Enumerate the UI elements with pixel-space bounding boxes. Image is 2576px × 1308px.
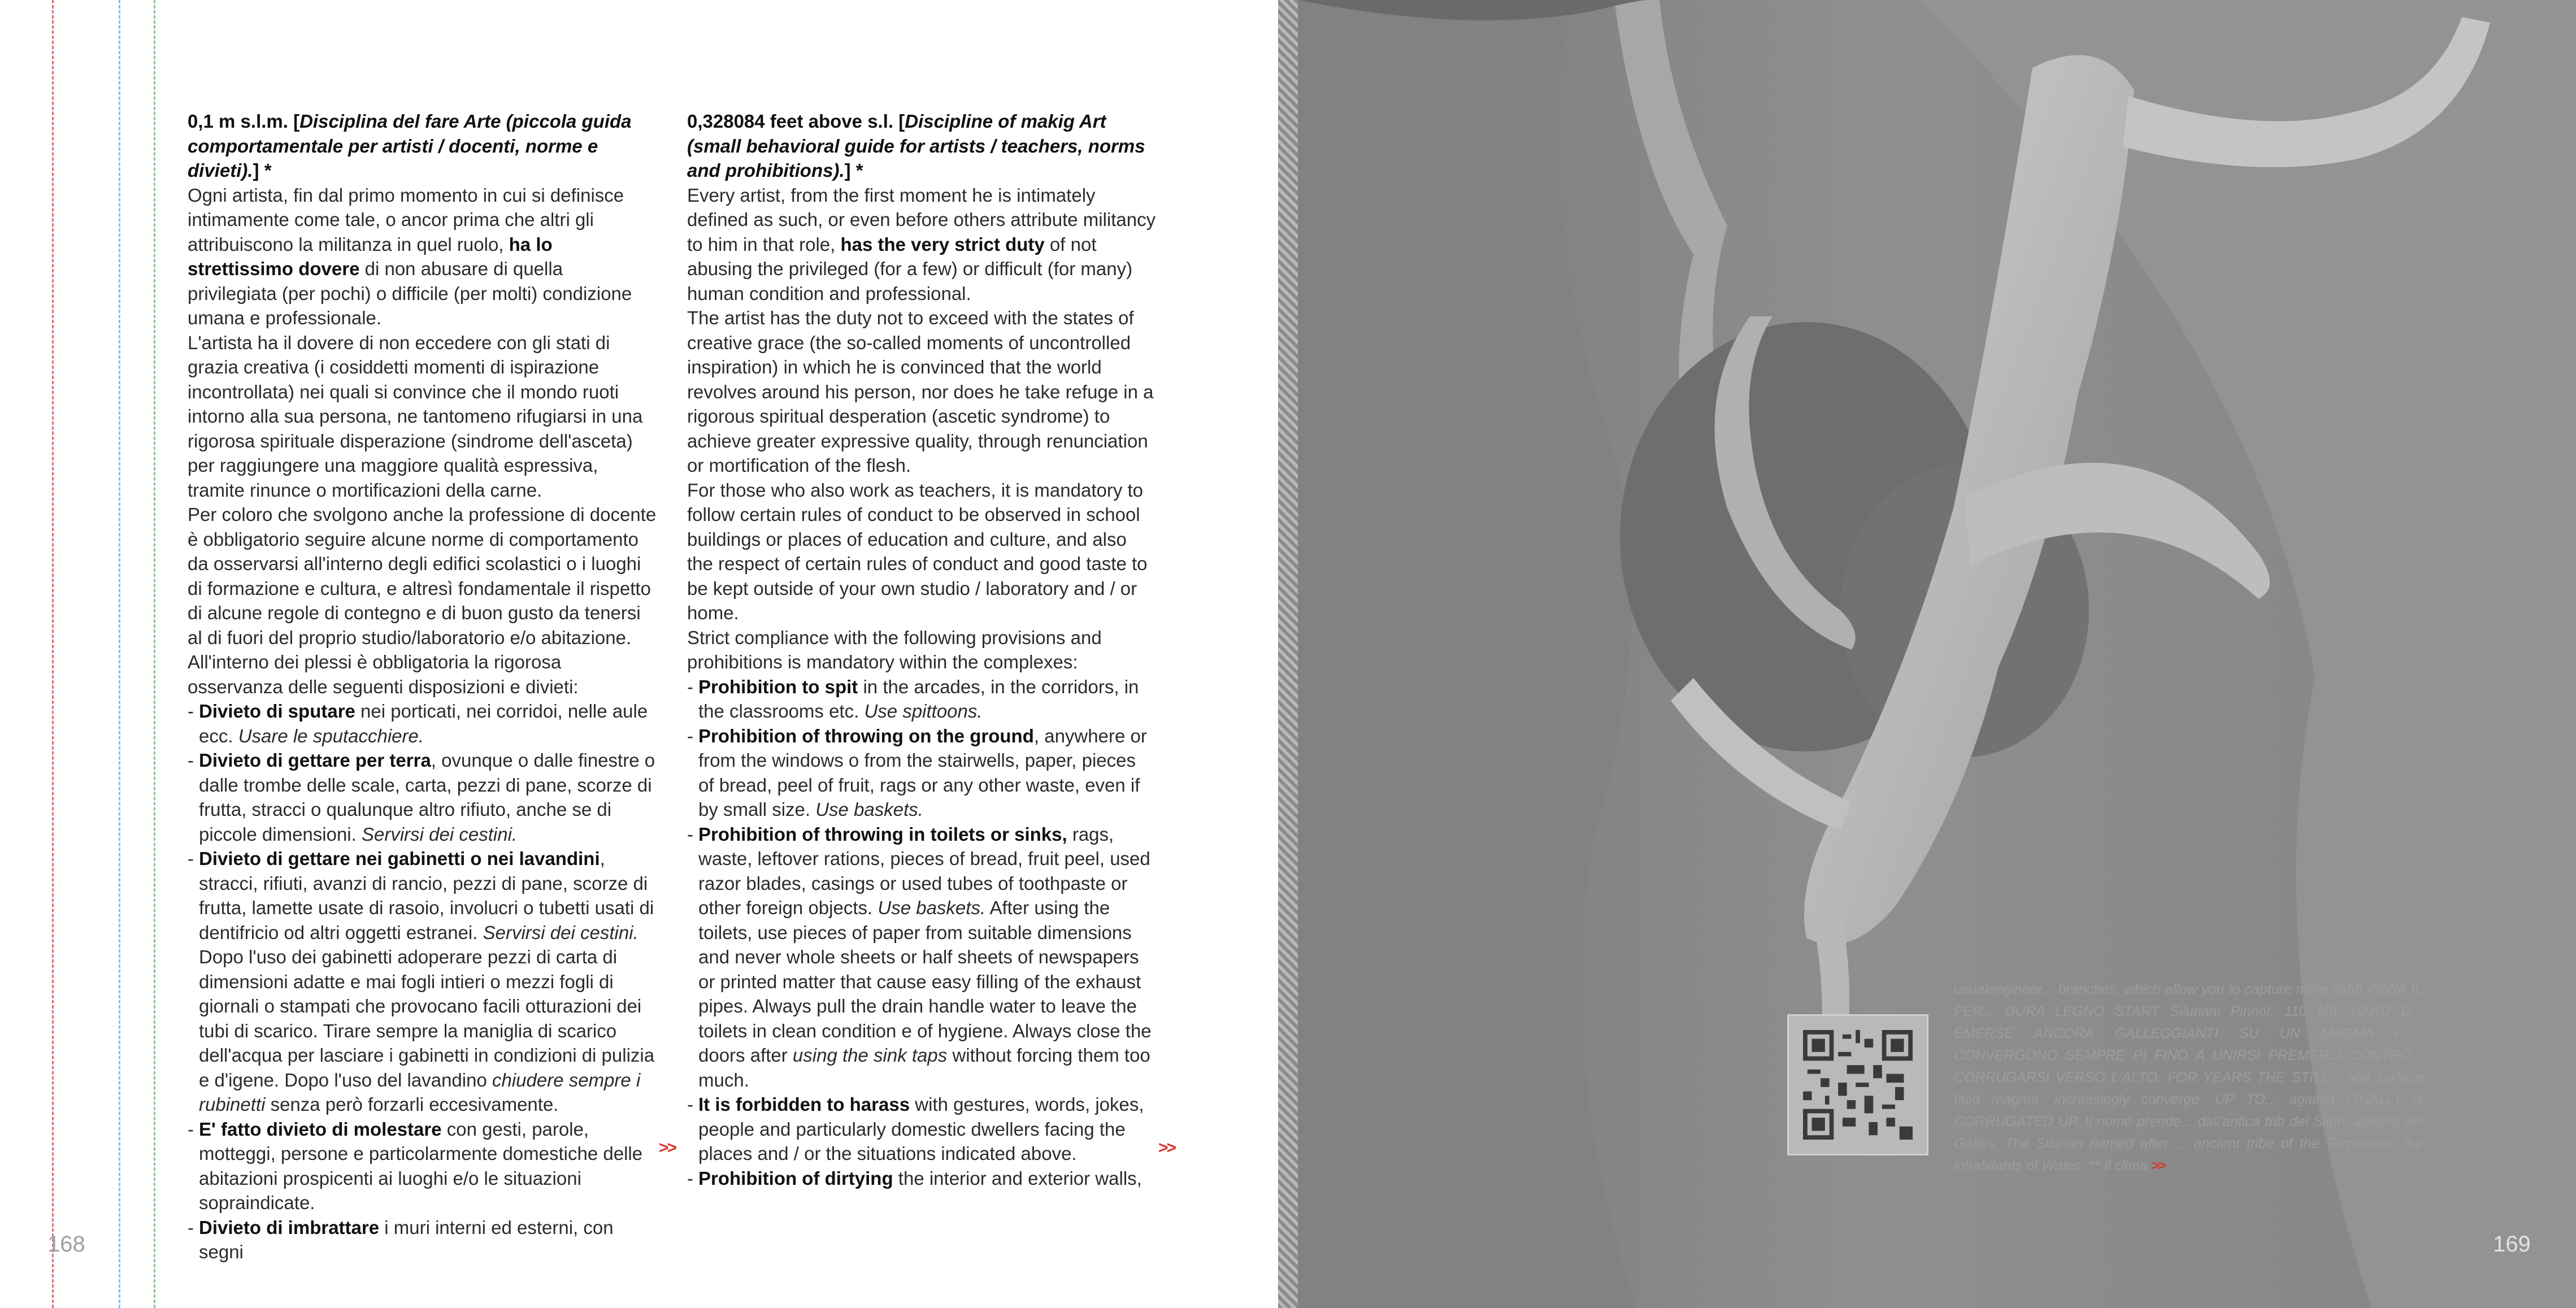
list-item: - Divieto di gettare nei gabinetti o nei lavandini, stracci, rifiuti, avanzi di rancio, pezzi di pane, scorze di frutta, lamette usate di rasoio, involucri o tubetti usati di dentifricio od altri oggetti estranei. Servirsi dei cestini. Dopo l'uso dei gabinetti adoperare pezzi di carta di dimensioni adatte e mai fogli intieri o mezzi fogli di giornali o stampati che provocano facili otturazioni dei tubi di scarico. Tirare sempre la maniglia di scarico dell'acqua per lasciare i gabinetti in condizioni di pulizia e d'igene. Dopo l'uso del lavandino chiudere sempre i rubinetti senza però forzarli eccesivamente. (188, 846, 657, 1117)
list-item: - Prohibition of dirtying the interior and exterior walls, (687, 1166, 1156, 1191)
qr-code[interactable] (1787, 1014, 1928, 1155)
list-item: - E' fatto divieto di molestare con gesti, parole, motteggi, persone e particolarmente domestiche delle abitazioni prospicenti ai luoghi e/o le situazioni sopraindicate. (188, 1117, 657, 1215)
italian-rules-list (188, 699, 657, 1264)
crop-guide-red (52, 0, 54, 1308)
english-heading: 0,328084 feet above s.l. [Discipline of makig Art (small behavioral guide for artists / teachers, norms and prohibitions).] * (687, 111, 1145, 181)
list-item: - Divieto di imbrattare i muri interni ed esterni, con segni (188, 1215, 657, 1264)
crop-guide-blue (119, 0, 120, 1308)
continue-marker: >> (659, 1138, 676, 1157)
italian-heading: 0,1 m s.l.m. [Disciplina del fare Arte (piccola guida comportamentale per artisti / docenti, norme e divieti).] * (188, 111, 632, 181)
left-page (0, 0, 1278, 1308)
list-item: - Divieto di sputare nei porticati, nei corridoi, nelle aule ecc. Usare le sputacchiere. (188, 699, 657, 748)
english-column (687, 109, 1156, 1190)
list-item: - Prohibition of throwing on the ground, anywhere or from the windows o from the stairwells, paper, pieces of bread, peel of fruit, rags or any other waste, even if by small size. Use baskets. (687, 724, 1156, 822)
italian-paragraph-2: L'artista ha il dovere di non eccedere con gli stati di grazia creativa (i cosiddetti momenti di ispirazione incontrollata) nei quali si convince che il mondo ruoti intorno alla sua persona, ne tantomeno rifugiarsi in una rigorosa spirituale disperazione (sindrome dell'asceta) per raggiungere una maggiore qualità espressiva, tramite rinunce o mortificazioni della carne. (188, 332, 643, 501)
page-gutter (1278, 0, 1298, 1308)
page-number-left: 168 (47, 1232, 85, 1257)
italian-paragraph-3: Per coloro che svolgono anche la professione di docente è obbligatorio seguire alcune norme di comportamento da osservarsi all'interno degli edifici scolastici o i luoghi di formazione e cultura, e altresì fondamentale il rispetto di alcune regole di contegno e di buon gusto da tenersi al di fuori del proprio studio/laboratorio e/o abitazione. (188, 504, 657, 648)
english-paragraph-3: For those who also work as teachers, it is mandatory to follow certain rules of conduct to be observed in school buildings or places of education and culture, and also the respect of certain rules of conduct and good taste to be kept outside of your own studio / laboratory and / or home. (687, 479, 1148, 623)
italian-column (188, 109, 657, 1264)
english-rules-list (687, 675, 1156, 1191)
page-number-right: 169 (2493, 1232, 2531, 1257)
list-item: - It is forbidden to harass with gestures, words, jokes, people and particularly domestic dwellers facing the places and / or the situations indicated above. (687, 1092, 1156, 1166)
caption-continue-marker: >> (2151, 1158, 2165, 1174)
english-paragraph-1: Every artist, from the first moment he is intimately defined as such, or even before others attribute militancy to him in that role, has the very strict duty of not abusing the privileged (for a few) or difficult (for many) human condition and professional. (687, 184, 1156, 304)
list-item: - Divieto di gettare per terra, ovunque o dalle finestre o dalle trombe delle scale, carta, pezzi di pane, scorze di frutta, stracci o qualunque altro rifiuto, anche se di piccole dimensioni. Servirsi dei cestini. (188, 748, 657, 846)
list-item: - Prohibition of throwing in toilets or sinks, rags, waste, leftover rations, pieces of bread, fruit peel, used razor blades, casings or used tubes of toothpaste or other foreign objects. Use baskets. After using the toilets, use pieces of paper from suitable dimensions and never whole sheets or half sheets of newspapers or printed matter that cause easy filling of the exhaust pipes. Always pull the drain handle water to leave the toilets in clean condition e of hygiene. Always close the doors after using the sink taps without forcing them too much. (687, 822, 1156, 1093)
italian-paragraph-4: All'interno dei plessi è obbligatoria la rigorosa osservanza delle seguenti disposizioni e divieti: (188, 651, 579, 697)
crop-guide-green (154, 0, 155, 1308)
english-paragraph-2: The artist has the duty not to exceed with the states of creative grace (the so-called moments of uncontrolled inspiration) in which he is convinced that the world revolves around his person, nor does he take refuge in a rigorous spiritual desperation (ascetic syndrome) to achieve greater expressive quality, through renunciation or mortification of the flesh. (687, 307, 1154, 476)
continue-marker: >> (1158, 1138, 1175, 1157)
italian-paragraph-1: Ogni artista, fin dal primo momento in cui si definisce intimamente come tale, o ancor prima che altri gli attribuiscono la militanza in quel ruolo, ha lo strettissimo dovere di non abusare di quella privilegiata (per pochi) o difficile (per molti) condizione umana e professionale. (188, 184, 632, 328)
qr-code-icon (1803, 1030, 1913, 1140)
photo-caption: usualengineer... branches, which allow you to capture more light) INIZIA IL PER... DURA LEGNO START Siluriani Pinnol, 110 MIL HARD D... EMERSE ANCORA GALLEGGIANTI SU UN MAGMA FL... CONVERGONO SEMPRE PI FINO A UNIRSI PREMERSI CONTRO... CORRUGARSI VERSO L'ALTO. FOR YEARS THE STILL... and surface fluid magma, increasingly converge, UP TO... against FINALLY A CORRUGATED UP. Il nome prende... dall'antica trib dei Siluri, abitanti del Galles. The Silurian named after ... ancient tribe of the Torpedoes, the inhabitants of Wales. ** Il clima >> (1954, 981, 2423, 1174)
english-paragraph-4: Strict compliance with the following provisions and prohibitions is mandatory within the complexes: (687, 627, 1102, 672)
list-item: - Prohibition to spit in the arcades, in the corridors, in the classrooms etc. Use spittoons. (687, 675, 1156, 724)
